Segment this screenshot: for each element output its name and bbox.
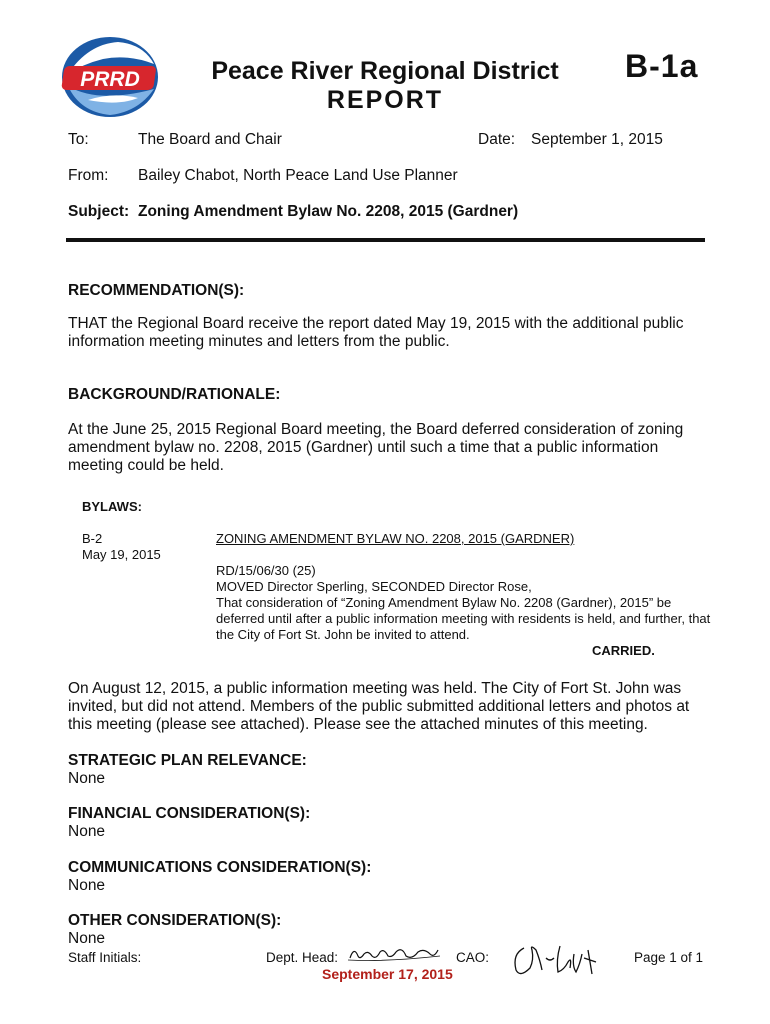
to-value: The Board and Chair bbox=[138, 131, 282, 148]
cao-label: CAO: bbox=[456, 950, 490, 965]
received-date-stamp: September 17, 2015 bbox=[322, 966, 453, 982]
background-text: At the June 25, 2015 Regional Board meeting, the Board deferred consideration of zoning amendment bylaw no. 2208, 2015 (Gardner) until such a time that a public information meeting could be held. bbox=[68, 421, 684, 474]
organization-name: Peace River Regional District bbox=[211, 57, 559, 85]
date-value: September 1, 2015 bbox=[531, 131, 663, 148]
excerpt-resolution-no: RD/15/06/30 (25) bbox=[216, 563, 316, 578]
subject-value: Zoning Amendment Bylaw No. 2208, 2015 (Gardner) bbox=[138, 203, 519, 220]
document-type: REPORT bbox=[326, 86, 444, 114]
to-label: To: bbox=[68, 131, 89, 148]
financial-value: None bbox=[68, 823, 106, 840]
prrd-logo bbox=[58, 34, 162, 120]
header-divider bbox=[66, 238, 705, 242]
excerpt-moved-line: MOVED Director Sperling, SECONDED Director Rose, bbox=[216, 579, 532, 594]
page-number: Page 1 of 1 bbox=[634, 950, 704, 965]
recommendation-text: THAT the Regional Board receive the report dated May 19, 2015 with the additional public information meeting minutes and letters from the public. bbox=[68, 315, 684, 350]
communications-heading: COMMUNICATIONS CONSIDERATION(S): bbox=[68, 859, 372, 876]
item-code: B-1a bbox=[625, 48, 699, 84]
logo-text: PRRD bbox=[80, 68, 140, 91]
strategic-plan-heading: STRATEGIC PLAN RELEVANCE: bbox=[68, 752, 307, 769]
subject-label: Subject: bbox=[68, 203, 130, 220]
excerpt-motion-line-1: That consideration of “Zoning Amendment Bylaw No. 2208 (Gardner), 2015” be bbox=[216, 595, 672, 610]
cao-signature bbox=[510, 940, 600, 985]
excerpt-motion-line-3: the City of Fort St. John be invited to attend. bbox=[216, 627, 470, 642]
excerpt-result: CARRIED. bbox=[592, 643, 655, 658]
strategic-plan-value: None bbox=[68, 770, 106, 787]
from-label: From: bbox=[68, 167, 109, 184]
followup-text: On August 12, 2015, a public information meeting was held. The City of Fort St. John was invited, but did not attend. Members of the public submitted additional letters and photos at this meeting (please see attached). Please see the attached minutes of this meeting. bbox=[68, 680, 690, 733]
background-heading: BACKGROUND/RATIONALE: bbox=[68, 386, 281, 403]
excerpt-item-title: ZONING AMENDMENT BYLAW NO. 2208, 2015 (GARDNER) bbox=[216, 531, 575, 546]
excerpt-item-no: B-2 bbox=[82, 531, 103, 546]
excerpt-motion-line-2: deferred until after a public information meeting with residents is held, and further, that bbox=[216, 611, 711, 626]
other-value: None bbox=[68, 930, 106, 947]
date-label: Date: bbox=[478, 131, 516, 148]
communications-value: None bbox=[68, 877, 106, 894]
staff-initials-label: Staff Initials: bbox=[68, 950, 142, 965]
dept-head-label: Dept. Head: bbox=[266, 950, 339, 965]
other-heading: OTHER CONSIDERATION(S): bbox=[68, 912, 282, 929]
from-value: Bailey Chabot, North Peace Land Use Planner bbox=[138, 167, 458, 184]
financial-heading: FINANCIAL CONSIDERATION(S): bbox=[68, 805, 311, 822]
recommendation-heading: RECOMMENDATION(S): bbox=[68, 282, 245, 299]
excerpt-section-heading: BYLAWS: bbox=[82, 499, 142, 514]
excerpt-item-date: May 19, 2015 bbox=[82, 547, 161, 562]
